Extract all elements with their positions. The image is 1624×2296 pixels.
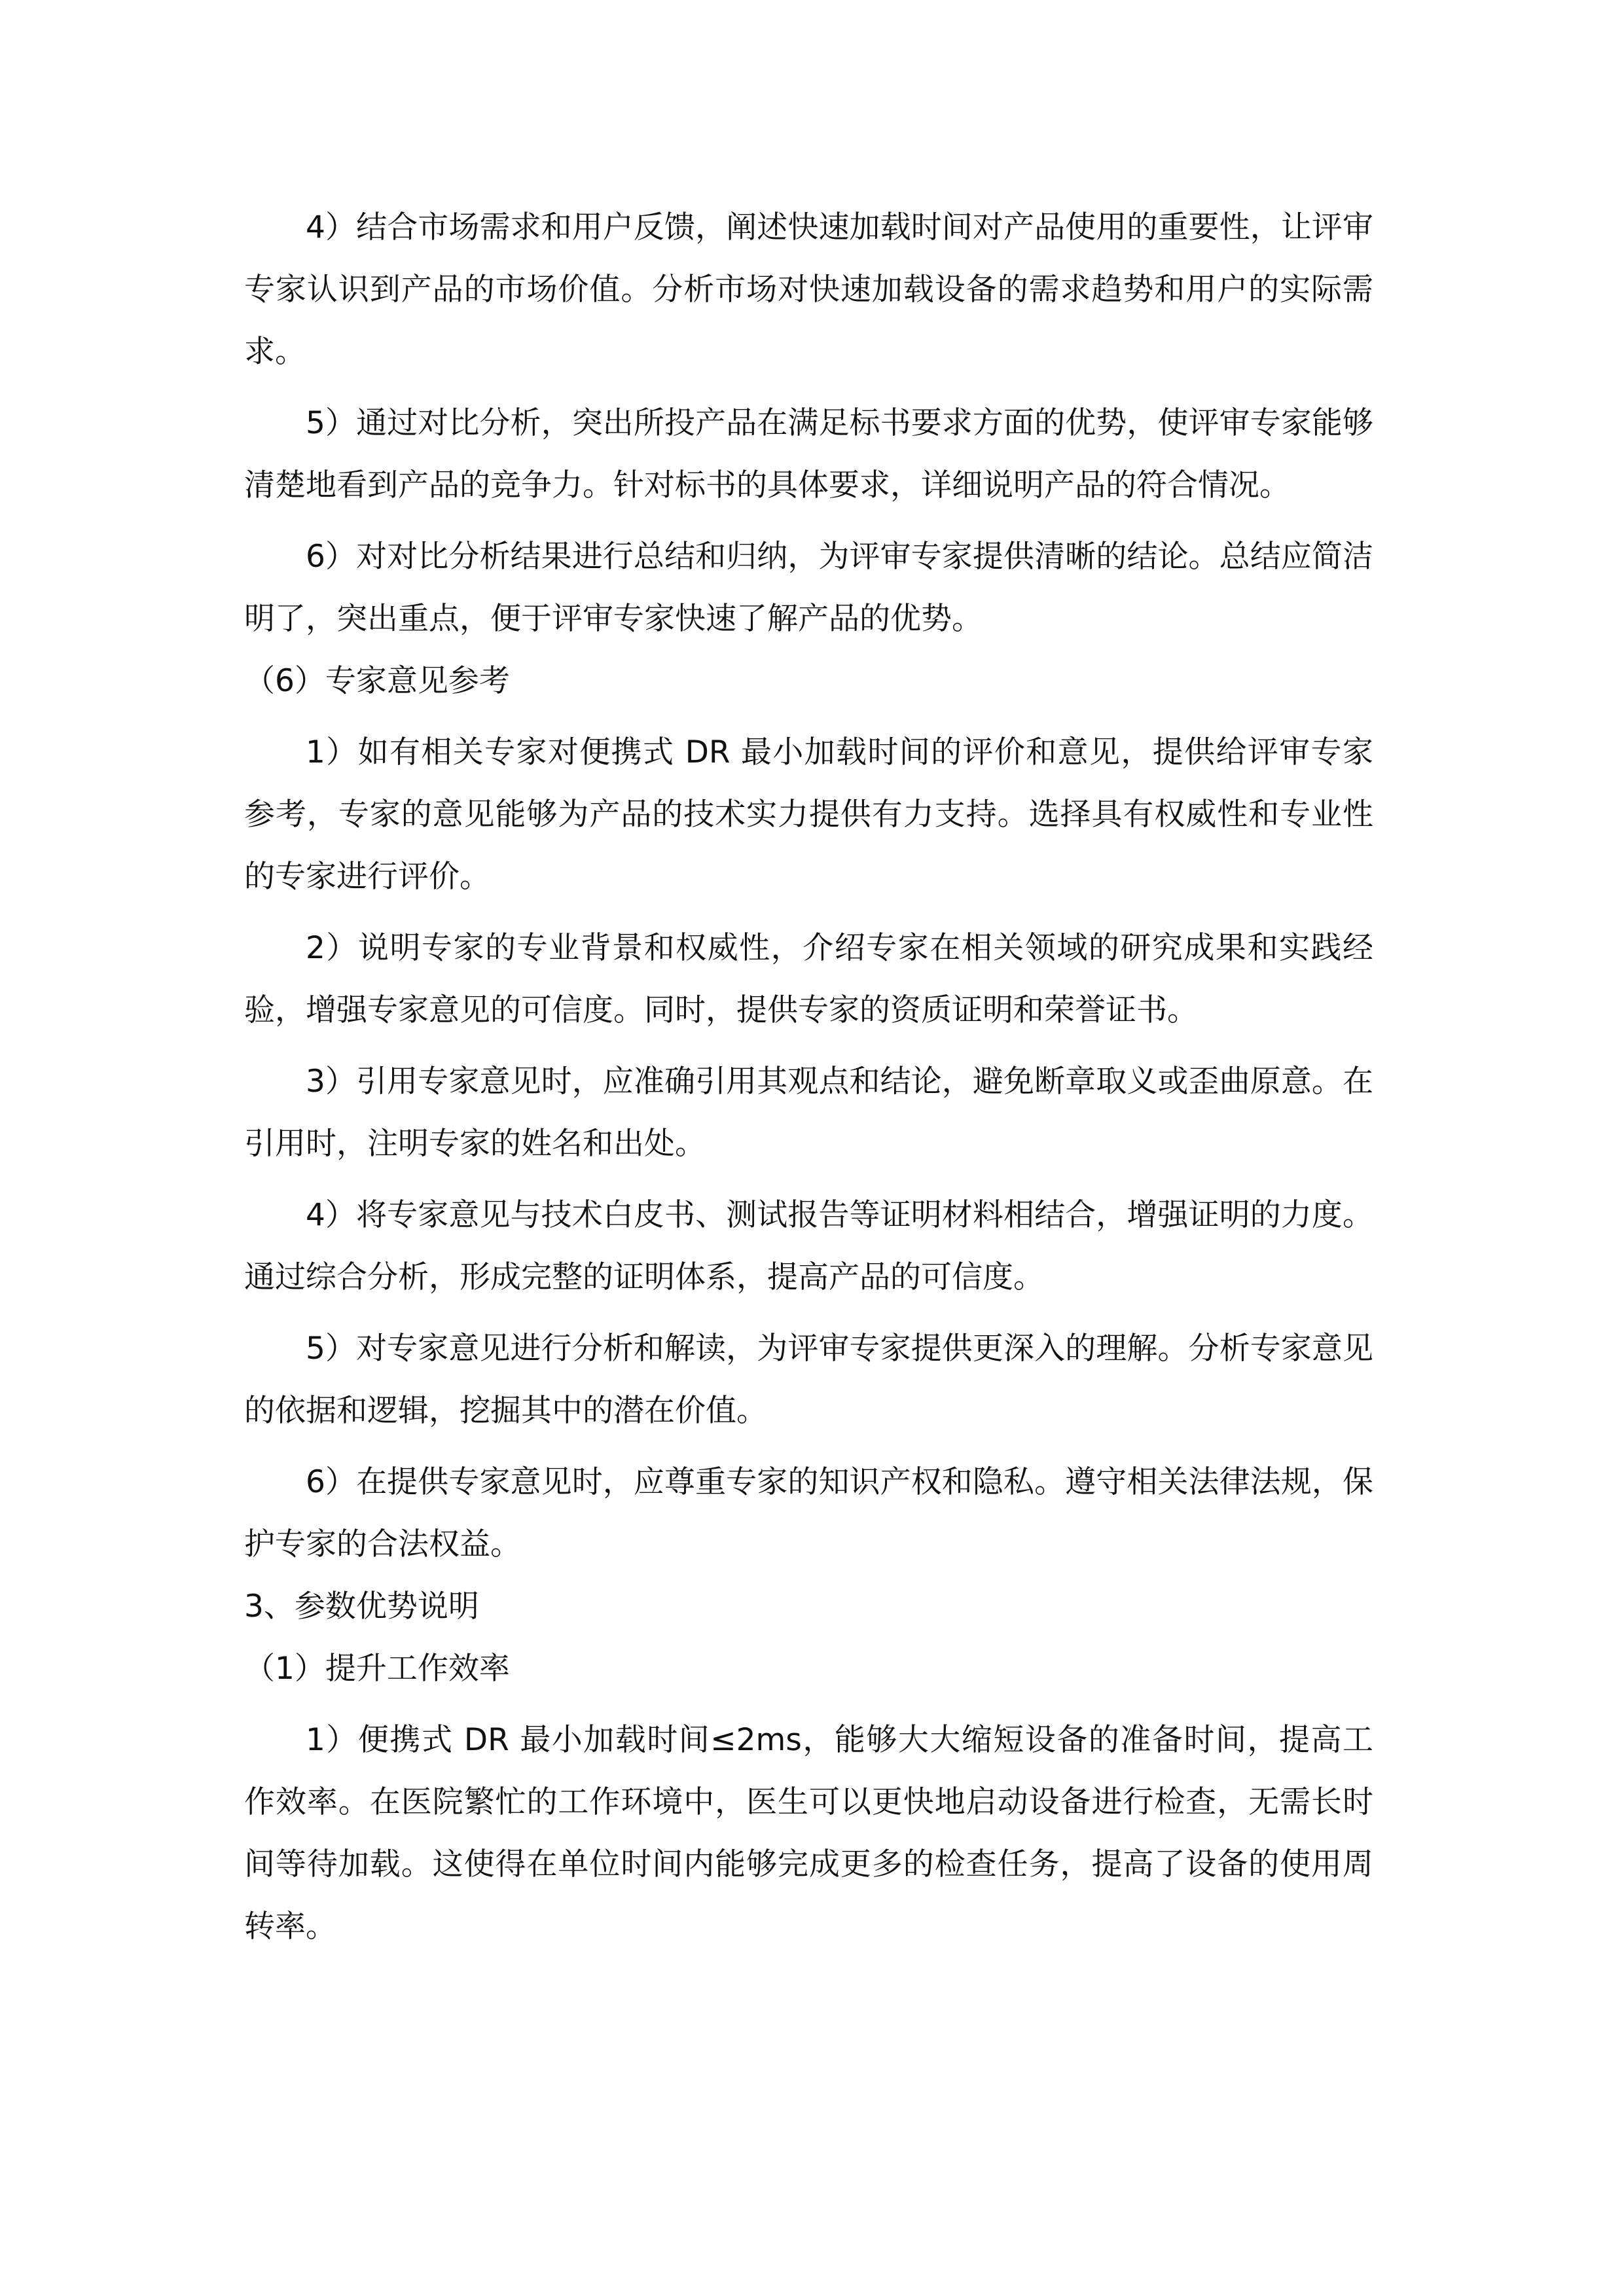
paragraph-market-demand: 4）结合市场需求和用户反馈，阐述快速加载时间对产品使用的重要性，让评审专家认识到产品的市场价值。分析市场对快速加载设备的需求趋势和用户的实际需求。 <box>244 209 1373 370</box>
section-heading-parameter-advantage: 3、参数优势说明 <box>244 1588 479 1624</box>
paragraph-comparison-summary: 6）对对比分析结果进行总结和归纳，为评审专家提供清晰的结论。总结应简洁明了，突出重点，便于评审专家快速了解产品的优势。 <box>244 539 1373 637</box>
paragraph-expert-reference: 1）如有相关专家对便携式 DR 最小加载时间的评价和意见，提供给评审专家参考，专家的意见能够为产品的技术实力提供有力支持。选择具有权威性和专业性的专家进行评价。 <box>244 734 1373 895</box>
paragraph-expert-rights: 6）在提供专家意见时，应尊重专家的知识产权和隐私。遵守相关法律法规，保护专家的合法权益。 <box>244 1464 1373 1562</box>
subsection-heading-efficiency: （1）提升工作效率 <box>244 1651 510 1687</box>
paragraph-expert-citation: 3）引用专家意见时，应准确引用其观点和结论，避免断章取义或歪曲原意。在引用时，注明专家的姓名和出处。 <box>244 1064 1373 1162</box>
paragraph-expert-analysis: 5）对专家意见进行分析和解读，为评审专家提供更深入的理解。分析专家意见的依据和逻辑，挖掘其中的潜在价值。 <box>244 1331 1373 1429</box>
paragraph-expert-evidence: 4）将专家意见与技术白皮书、测试报告等证明材料相结合，增强证明的力度。通过综合分析，形成完整的证明体系，提高产品的可信度。 <box>244 1197 1373 1295</box>
paragraph-efficiency: 1）便携式 DR 最小加载时间≤2ms，能够大大缩短设备的准备时间，提高工作效率。在医院繁忙的工作环境中，医生可以更快地启动设备进行检查，无需长时间等待加载。这使得在单位时间内能够完成更多的检查任务，提高了设备的使用周转率。 <box>244 1722 1373 1945</box>
paragraph-expert-background: 2）说明专家的专业背景和权威性，介绍专家在相关领域的研究成果和实践经验，增强专家意见的可信度。同时，提供专家的资质证明和荣誉证书。 <box>244 930 1373 1028</box>
document-body <box>244 196 1373 1958</box>
section-heading-expert-opinion: （6）专家意见参考 <box>244 663 510 699</box>
paragraph-comparison-advantage: 5）通过对比分析，突出所投产品在满足标书要求方面的优势，使评审专家能够清楚地看到产品的竞争力。针对标书的具体要求，详细说明产品的符合情况。 <box>244 405 1373 503</box>
